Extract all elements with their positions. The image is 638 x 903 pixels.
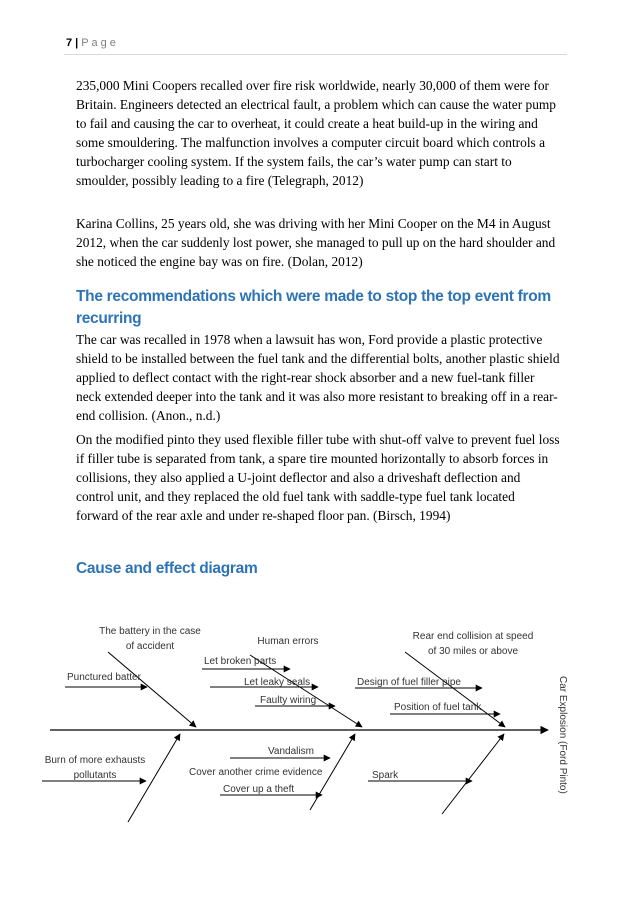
bone-exhaust (128, 734, 180, 822)
label-rear-collision-line1: Rear end collision at speed (412, 631, 534, 642)
label-fuel-tank: Position of fuel tank (394, 702, 482, 713)
bone-rear-collision (405, 652, 505, 727)
label-spark: Spark (372, 770, 399, 781)
page-word: Page (81, 37, 119, 49)
label-leaky-seals: Let leaky seals (244, 677, 311, 688)
label-battery-line1: The battery in the case (99, 626, 201, 637)
bone-spark (442, 734, 504, 814)
label-vandalism: Vandalism (268, 746, 314, 757)
label-faulty-wiring: Faulty wiring (260, 695, 317, 706)
label-broken-parts: Let broken parts (204, 656, 277, 667)
label-exhaust-line1: Burn of more exhausts (44, 755, 146, 766)
label-punctured-battery: Punctured batter (67, 672, 141, 683)
paragraph-mini-recall: 235,000 Mini Coopers recalled over fire risk worldwide, nearly 30,000 of them were for Britain. Engineers detected an electrical fault, a problem which can cause the water pump to fail and causing the car to overheat, it could create a heat build-up in the wiring and some smouldering. The malfunction involves a computer circuit board which controls a turbocharger cooling system. If the system fails, the car’s water pump can start to smoulder, possibly leading to a fire (Telegraph, 2012) (76, 78, 556, 188)
label-exhaust-line2: pollutants (73, 770, 117, 781)
fishbone-diagram (0, 600, 638, 840)
heading-recommendations: The recommendations which were made to stop the top event from recurring (76, 288, 551, 327)
label-fuel-filler: Design of fuel filler pipe (357, 677, 461, 688)
header-separator: | (75, 37, 79, 49)
label-rear-collision-line2: of 30 miles or above (427, 646, 519, 657)
paragraph-modified-pinto: On the modified pinto they used flexible filler tube with shut-off valve to prevent fuel loss if filler tube is separated from tank, a spare tire mounted horizontally to absorb forces in collisions, they also applied a U-joint deflector and also a driveshaft deflection and control unit, and they replaced the old fuel tank with saddle-type fuel tank located forward of the rear axle and under re-shaped floor pan. (Birsch, 1994) (76, 432, 560, 523)
paragraph-karina-collins: Karina Collins, 25 years old, she was driving with her Mini Cooper on the M4 in August 2012, when the car suddenly lost power, she managed to pull up on the hard shoulder and she noticed the engine bay was on fire. (Dolan, 2012) (76, 216, 556, 269)
label-crime-evidence: Cover another crime evidence (189, 767, 323, 778)
label-human-errors: Human errors (257, 636, 319, 647)
heading-cause-effect: Cause and effect diagram (76, 560, 258, 577)
effect-label: Car Explosion (Ford Pinto) (557, 676, 568, 794)
label-battery-line2: of accident (125, 641, 175, 652)
paragraph-recall-1978: The car was recalled in 1978 when a lawsuit has won, Ford provide a plastic protective shield to be installed between the fuel tank and the differential bolts, another plastic shield applied to deflect contact with the right-rear shock absorber and a new fuel-tank filler neck extended deeper into the tank and it was also more resistant to breaking off in a rear-end collision. (Anon., n.d.) (76, 332, 560, 423)
header-divider (64, 54, 567, 55)
page-number: 7 (66, 37, 73, 49)
bone-battery (108, 652, 196, 727)
page-header (66, 37, 566, 49)
label-theft: Cover up a theft (223, 784, 295, 795)
